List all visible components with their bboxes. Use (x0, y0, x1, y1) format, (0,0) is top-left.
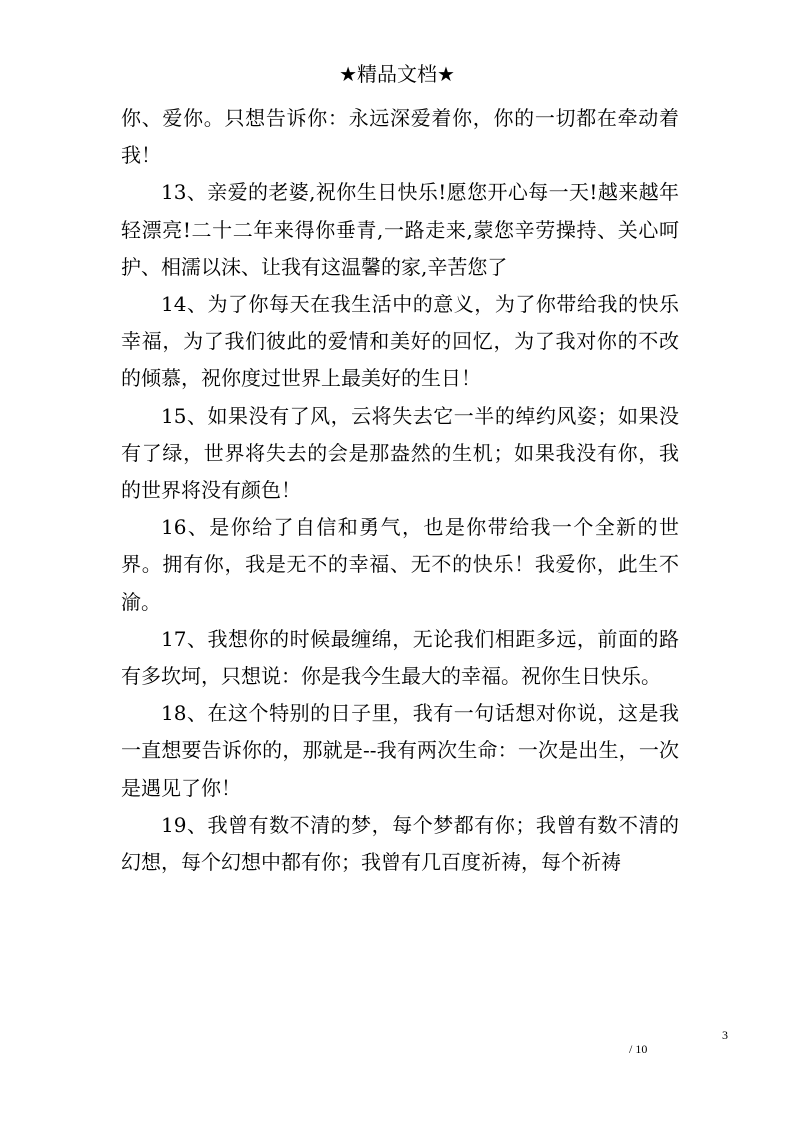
paragraph-16: 16、是你给了自信和勇气，也是你带给我一个全新的世界。拥有你，我是无不的幸福、无不的快乐！我爱你，此生不渝。 (121, 515, 679, 614)
paragraph-15: 15、如果没有了风，云将失去它一半的绰约风姿；如果没有了绿，世界将失去的会是那盎然的生机；如果我没有你，我的世界将没有颜色！ (121, 403, 679, 503)
paragraph-continuation: 你、爱你。只想告诉你：永远深爱着你，你的一切都在牵动着我！ (121, 106, 679, 168)
paragraph-19: 19、我曾有数不清的梦，每个梦都有你；我曾有数不清的幻想，每个幻想中都有你；我曾有几百度祈祷，每个祈祷 (121, 812, 679, 875)
page-total: / 10 (629, 1042, 648, 1056)
paragraph-18: 18、在这个特别的日子里，我有一句话想对你说，这是我一直想要告诉你的，那就是--我有两次生命：一次是出生，一次是遇见了你！ (121, 701, 679, 800)
paragraph-13: 13、亲爱的老婆,祝你生日快乐!愿您开心每一天!越来越年轻漂亮!二十二年来得你垂青,一路走来,蒙您辛劳操持、关心呵护、相濡以沫、让我有这温馨的家,辛苦您了 (121, 180, 679, 279)
document-header-title: ★精品文档★ (339, 62, 455, 86)
page-number: 3 (722, 1028, 728, 1042)
paragraph-14: 14、为了你每天在我生活中的意义，为了你带给我的快乐幸福，为了我们彼此的爱情和美好的回忆，为了我对你的不改的倾慕，祝你度过世界上最美好的生日！ (121, 292, 679, 391)
document-body (121, 100, 679, 881)
paragraph-17: 17、我想你的时候最缠绵，无论我们相距多远，前面的路有多坎坷，只想说：你是我今生最大的幸福。祝你生日快乐。 (121, 626, 679, 689)
